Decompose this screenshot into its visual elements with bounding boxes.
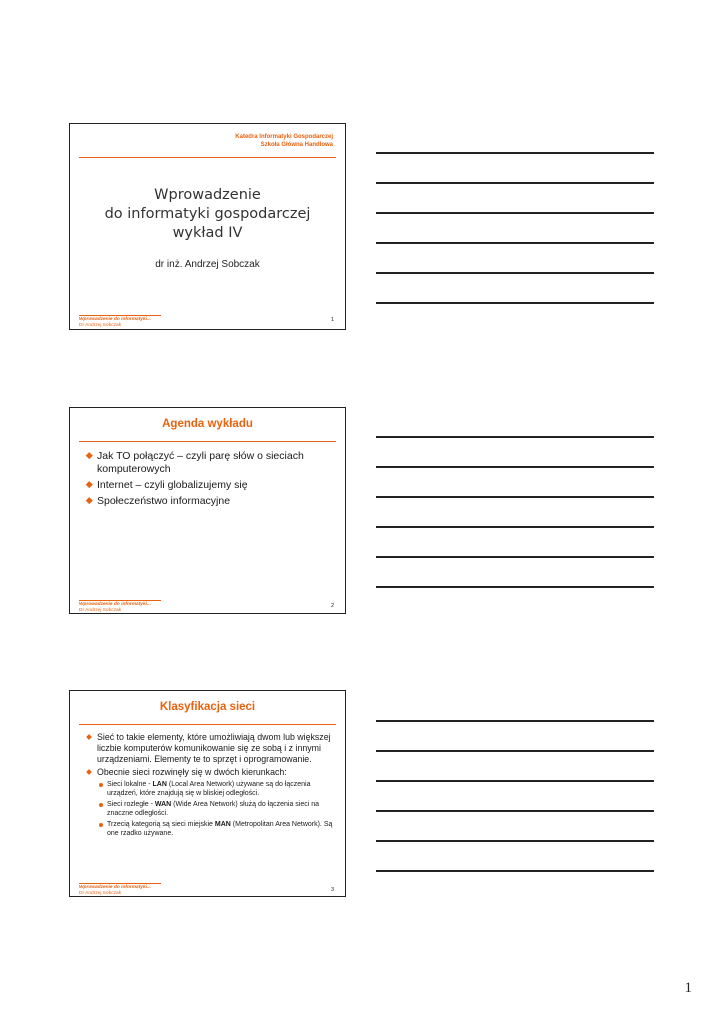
sub-bold: WAN — [154, 801, 172, 808]
note-line — [376, 436, 654, 438]
sub-text: (Metropolitan Area Network). Są one rzadko używane. — [107, 821, 333, 837]
slide-page-number: 3 — [330, 887, 334, 893]
note-line — [376, 242, 654, 244]
bullet-text: Jak TO połączyć – czyli parę słów o sieciach komputerowych — [97, 450, 304, 475]
diamond-bullet-icon — [86, 734, 92, 740]
bullet-text: Społeczeństwo informacyjne — [97, 495, 231, 507]
list-item — [86, 479, 337, 492]
sub-list-item — [97, 820, 337, 838]
slide-2 — [69, 407, 346, 614]
document-page-number: 1 — [684, 980, 692, 996]
author: dr inż. Andrzej Sobczak — [155, 259, 260, 270]
note-line — [376, 212, 654, 214]
footer-title: Wprowadzenie do informatyki... — [79, 602, 151, 607]
title-rule — [79, 724, 336, 725]
agenda-list — [86, 450, 337, 511]
footer-rule — [79, 315, 161, 316]
slide-title — [70, 186, 345, 243]
note-line — [376, 750, 654, 752]
diamond-bullet-icon — [86, 481, 92, 487]
note-line — [376, 586, 654, 588]
bullet-text: Sieć to takie elementy, które umożliwiają dwom lub większej liczbie komputerów komunikowanie się ze sobą i z innymi urządzeniami. Elementy te to sprzęt i oprogramowanie. — [97, 732, 331, 764]
footer-rule — [79, 883, 161, 884]
note-line — [376, 780, 654, 782]
title-rule — [79, 441, 336, 442]
slide-page-number: 2 — [330, 603, 334, 609]
sub-list-item — [97, 780, 337, 798]
bullet-text: Internet – czyli globalizujemy się — [97, 479, 248, 491]
footer-author: Dr Andrzej Sobczak — [79, 608, 122, 613]
sub-text: (Local Area Network) używane są do łączenia urządzeń, które znajdują się w bliskiej odległości. — [107, 781, 311, 797]
title-line-3: wykład IV — [172, 225, 243, 241]
sub-list — [97, 780, 337, 838]
sub-bold: MAN — [214, 821, 231, 828]
slide-title: Klasyfikacja sieci — [159, 701, 256, 713]
title-line-1: Wprowadzenie — [154, 187, 261, 203]
sub-bold: LAN — [152, 781, 167, 788]
footer-title: Wprowadzenie do informatyki... — [79, 885, 151, 890]
note-line — [376, 556, 654, 558]
title-line-2: do informatyki gospodarczej — [104, 206, 311, 222]
sub-text: (Wide Area Network) służą do łączenia sieci na znaczne odległości. — [107, 801, 320, 817]
slide-1 — [69, 123, 346, 330]
sub-list-item — [97, 800, 337, 818]
bullet-text: Obecnie sieci rozwinęły się w dwóch kierunkach: — [97, 767, 287, 777]
institution-line-1: Katedra Informatyki Gospodarczej — [235, 134, 333, 140]
note-line — [376, 302, 654, 304]
note-line — [376, 466, 654, 468]
footer — [79, 317, 151, 329]
note-line — [376, 152, 654, 154]
dot-bullet-icon — [99, 823, 103, 827]
footer-author: Dr Andrzej Sobczak — [79, 323, 122, 328]
header-rule — [79, 157, 336, 158]
slide-page-number: 1 — [330, 317, 334, 323]
diamond-bullet-icon — [86, 452, 92, 458]
list-item — [86, 450, 337, 476]
footer-rule — [79, 600, 161, 601]
note-line — [376, 496, 654, 498]
note-line — [376, 840, 654, 842]
list-item — [86, 767, 337, 838]
footer-title: Wprowadzenie do informatyki... — [79, 317, 151, 322]
footer — [79, 885, 151, 897]
content-list — [86, 732, 337, 840]
sub-text: Sieci rozległe - — [107, 801, 155, 808]
note-line — [376, 182, 654, 184]
note-line — [376, 810, 654, 812]
diamond-bullet-icon — [86, 769, 92, 775]
sub-text: Trzecią kategorią są sieci miejskie — [107, 821, 215, 828]
slide-title: Agenda wykładu — [162, 418, 253, 430]
footer-author: Dr Andrzej Sobczak — [79, 891, 122, 896]
note-line — [376, 272, 654, 274]
dot-bullet-icon — [99, 783, 103, 787]
note-line — [376, 720, 654, 722]
list-item — [86, 732, 337, 765]
list-item — [86, 495, 337, 508]
slide-3 — [69, 690, 346, 897]
footer — [79, 602, 151, 614]
institution-header — [235, 134, 333, 149]
note-line — [376, 526, 654, 528]
diamond-bullet-icon — [86, 497, 92, 503]
sub-text: Sieci lokalne - — [107, 781, 153, 788]
dot-bullet-icon — [99, 803, 103, 807]
note-line — [376, 870, 654, 872]
institution-line-2: Szkoła Główna Handlowa — [260, 141, 333, 148]
